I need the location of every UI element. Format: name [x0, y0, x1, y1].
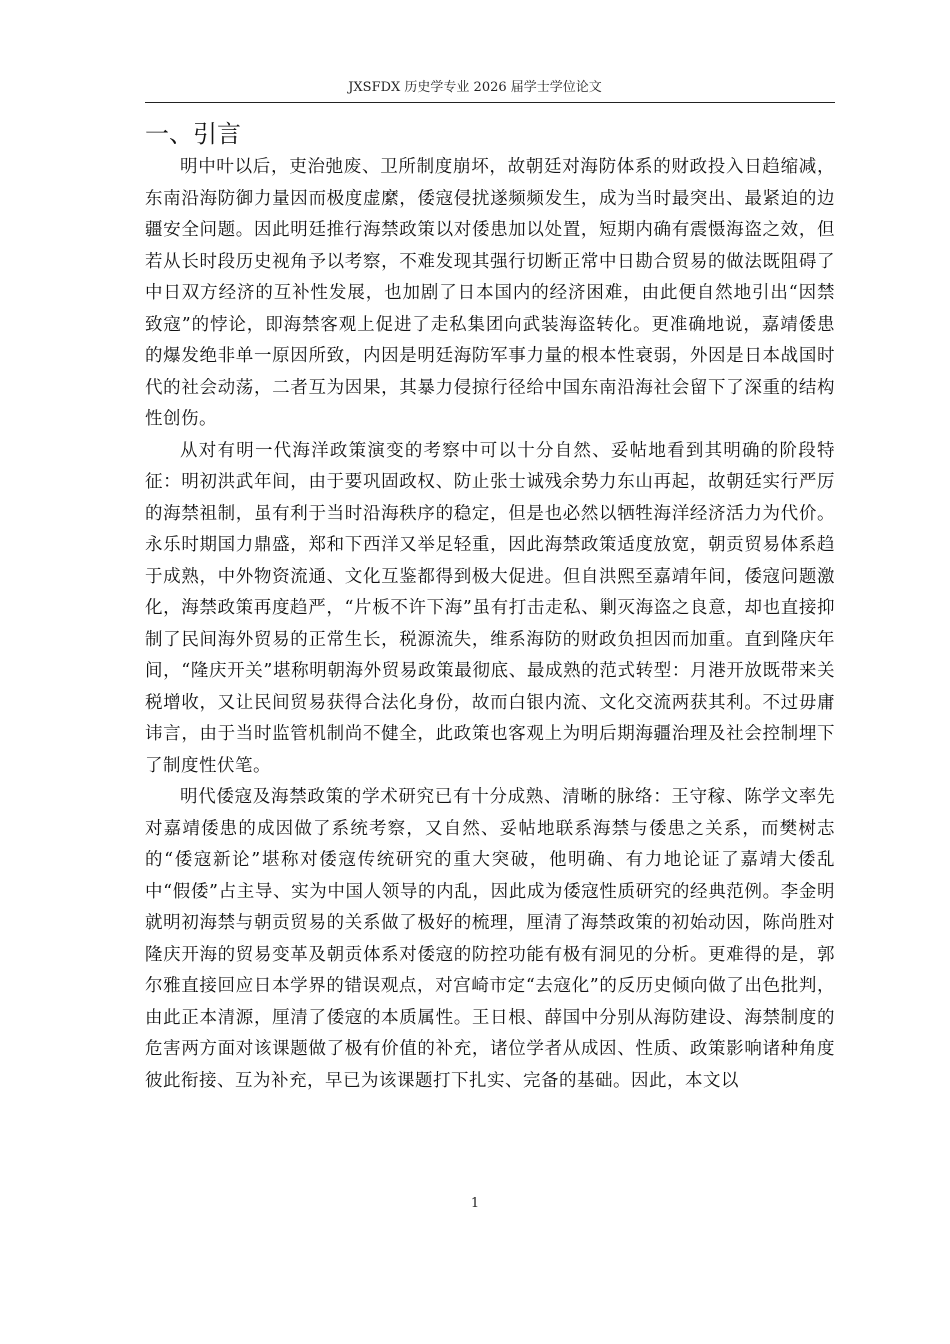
header-divider	[145, 102, 835, 103]
paragraph-3: 明代倭寇及海禁政策的学术研究已有十分成熟、清晰的脉络：王守稼、陈学文率先对嘉靖倭患的成因做了系统考察，又自然、妥帖地联系海禁与倭患之关系，而樊树志的“倭寇新论”堪称对倭寇传统研究的重大突破，他明确、有力地论证了嘉靖大倭乱中“假倭”占主导、实为中国人领导的内乱，因此成为倭寇性质研究的经典范例。李金明就明初海禁与朝贡贸易的关系做了极好的梳理，厘清了海禁政策的初始动因，陈尚胜对隆庆开海的贸易变革及朝贡体系对倭寇的防控功能有极有洞见的分析。更难得的是，郭尔雅直接回应日本学界的错误观点，对宫崎市定“去寇化”的反历史倾向做了出色批判，由此正本清源，厘清了倭寇的本质属性。王日根、薛国中分别从海防建设、海禁制度的危害两方面对该课题做了极有价值的补充，诸位学者从成因、性质、政策影响诸种角度彼此衔接、互为补充，早已为该课题打下扎实、完备的基础。因此，本文以	[145, 787, 835, 1091]
section-heading: 一、引言	[145, 120, 241, 148]
page-number: 1	[470, 1196, 480, 1211]
body-text	[145, 152, 835, 1097]
paragraph-1: 明中叶以后，吏治弛废、卫所制度崩坏，故朝廷对海防体系的财政投入日趋缩减，东南沿海防御力量因而极度虚縻，倭寇侵扰遂频频发生，成为当时最突出、最紧迫的边疆安全问题。因此明廷推行海禁政策以对倭患加以处置，短期内确有震慑海盗之效，但若从长时段历史视角予以考察，不难发现其强行切断正常中日勘合贸易的做法既阻碍了中日双方经济的互补性发展，也加剧了日本国内的经济困难，由此便自然地引出“因禁致寇”的悖论，即海禁客观上促进了走私集团向武装海盗转化。更准确地说，嘉靖倭患的爆发绝非单一原因所致，内因是明廷海防军事力量的根本性衰弱，外因是日本战国时代的社会动荡，二者互为因果，其暴力侵掠行径给中国东南沿海社会留下了深重的结构性创伤。	[145, 157, 835, 429]
paragraph-2: 从对有明一代海洋政策演变的考察中可以十分自然、妥帖地看到其明确的阶段特征：明初洪武年间，由于要巩固政权、防止张士诚残余势力东山再起，故朝廷实行严厉的海禁祖制，虽有利于当时沿海秩序的稳定，但是也必然以牺牲海洋经济活力为代价。永乐时期国力鼎盛，郑和下西洋又举足轻重，因此海禁政策适度放宽，朝贡贸易体系趋于成熟，中外物资流通、文化互鉴都得到极大促进。但自洪熙至嘉靖年间，倭寇问题激化，海禁政策再度趋严，“片板不许下海”虽有打击走私、剿灭海盗之良意，却也直接抑制了民间海外贸易的正常生长，税源流失，维系海防的财政负担因而加重。直到隆庆年间，“隆庆开关”堪称明朝海外贸易政策最彻底、最成熟的范式转型：月港开放既带来关税增收，又让民间贸易获得合法化身份，故而白银内流、文化交流两获其利。不过毋庸讳言，由于当时监管机制尚不健全，此政策也客观上为明后期海疆治理及社会控制埋下了制度性伏笔。	[145, 440, 835, 776]
running-header: JXSFDX 历史学专业 2026 届学士学位论文	[348, 80, 602, 95]
